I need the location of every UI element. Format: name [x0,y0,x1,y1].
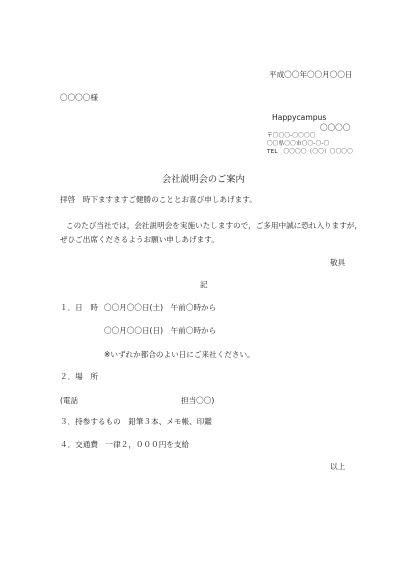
item-place-label: ２．場 所 [60,372,98,381]
item-datetime-note: ※いずれか都合のよい日にご来社ください。 [104,350,255,359]
sender-address: 〇〇県〇〇市〇〇-〇-〇 [267,141,330,147]
sender-postal: 〒〇〇〇-〇〇〇〇 [267,133,316,139]
recipient-name: 〇〇〇〇様 [60,93,98,102]
greeting-line: 拝啓 時下ますますご健勝のこととお喜び申しあげます。 [60,195,257,204]
item-datetime-label: １．日 時 [60,303,98,312]
document-title: 会社説明会のご案内 [162,174,245,185]
sender-tel: TEL 〇〇〇〇（〇〇）〇〇〇〇 [267,149,353,155]
place-contact-person: 担当〇〇) [181,396,215,405]
item-datetime-date-1: 〇〇月〇〇日(土) 午前〇時から [104,303,217,312]
sender-company: Happycampus [272,113,327,122]
body-line-1: このたび当社では，会社説明会を実施いたしますので，ご多用中誠に恐れ入りますが， [66,221,362,230]
item-belongings: ３．持参するもの 鉛筆３本、メモ帳、印鑑 [60,417,212,426]
letter-date: 平成〇〇年〇〇月〇〇日 [269,70,353,79]
ki-heading: 記 [200,280,208,289]
item-datetime-date-2: 〇〇月〇〇日(日) 午前〇時から [104,326,217,335]
closing-keigu: 敬具 [330,258,346,267]
item-travel-expense: ４．交通費 一律２，０００円を支給 [60,440,190,449]
sender-name: 〇〇〇〇 [320,123,351,132]
body-line-2: ぜひご出席くださるようお願い申しあげます。 [60,235,219,244]
closing-ijou: 以上 [330,462,346,471]
place-phone-label: (電話 [60,396,79,405]
